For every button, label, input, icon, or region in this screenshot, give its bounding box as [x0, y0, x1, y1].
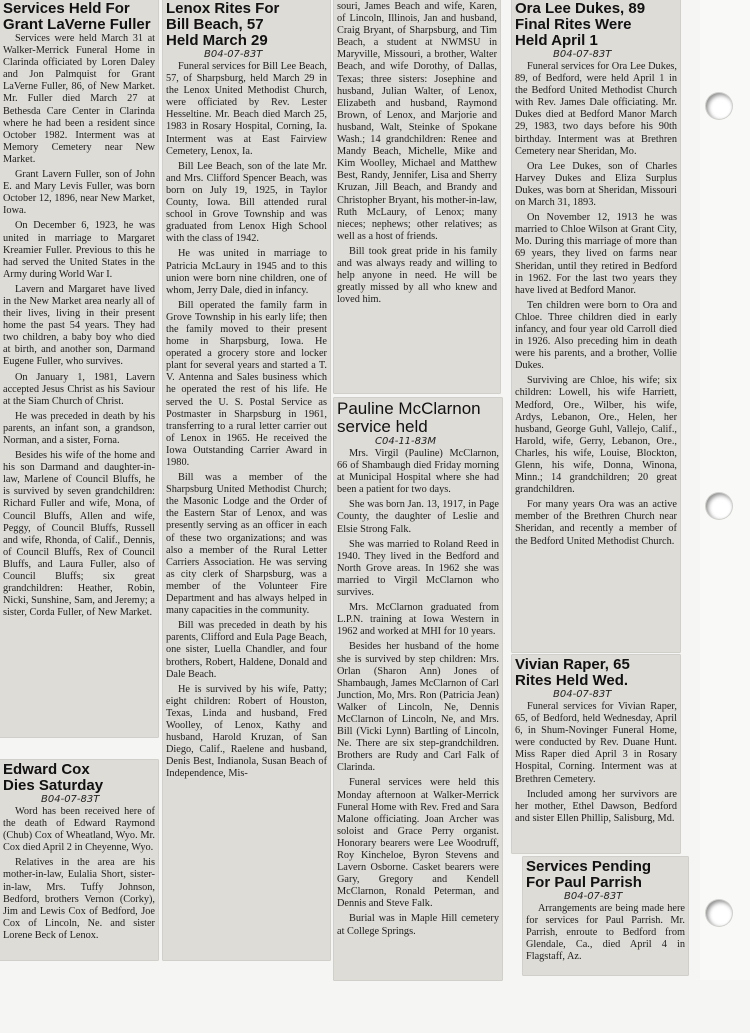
- handwritten-date-stamp: B04-07-83T: [553, 689, 612, 700]
- article-body: [515, 61, 677, 548]
- headline: Edward Cox: [3, 761, 90, 778]
- headline: Grant LaVerne Fuller: [3, 16, 151, 33]
- paragraph: Ten children were born to Ora and Chloe. Three children died in early infancy, and four year old Carroll died in 1926. Also preceding him in death were his parents, and a brother, Vollie Dukes.: [515, 299, 677, 372]
- clipping-dukes: [512, 0, 680, 652]
- paragraph: Funeral services for Ora Lee Dukes, 89, of Bedford, were held April 1 in the Bedford United Methodist Church with Rev. James Dale officiating. Mr. Dukes died at Bedford Manor March 29, 1983, two days before his 90th birthday. Interment was at Brethren Cemetery near Sheridan, Mo.: [515, 61, 677, 157]
- paragraph: souri, James Beach and wife, Karen, of Lincoln, Illinois, Jan and husband, Craig Bryant, of Sharpsburg, and Tim Beach, a student at NWMSU in Maryville, Missouri, a brother, Walter Beach, and wife Dorothy, of Dallas, Texas; three sisters: Josephine and husband, Julian Walter, of Lenox, Elizabeth and husband, Raymond Brown, of Lenox, and Marjorie and husband, Walt, Steinke of Spokane Wash.; 14 grandchildren: Renee and Mandy Beach, Michelle, Mike and Kim Woolley, Michael and Matthew Best, Randy, Jennifer, Lisa and Sherry Kruzan, Jill Beach, and Brandy and Christopher Bryant, his mother-in-law, Ruth McLaury, of Lenox; many nieces; nephews; other relatives; as well as a host of friends.: [337, 1, 497, 242]
- headline: Pauline McClarnon: [337, 399, 481, 418]
- headline: Dies Saturday: [3, 777, 104, 794]
- handwritten-date-stamp: B04-07-83T: [564, 891, 623, 902]
- article-body: [3, 806, 155, 942]
- paragraph: For many years Ora was an active member of the Brethren Church near Sheridan, and recently a member of the Bedford United Methodist Church.: [515, 499, 677, 547]
- article-body: [337, 448, 499, 938]
- headline: Vivian Raper, 65: [515, 656, 630, 673]
- headline: Bill Beach, 57: [166, 16, 264, 33]
- paragraph: On January 1, 1981, Lavern accepted Jesus Christ as his Saviour at the Siam Church of Christ.: [3, 371, 155, 407]
- paragraph: Burial was in Maple Hill cemetery at College Springs.: [337, 913, 499, 937]
- paragraph: On December 6, 1923, he was united in marriage to Margaret Kreamier Fuller. Previous to this he had served the United States in the Army during World War I.: [3, 220, 155, 280]
- paragraph: Bill was preceded in death by his parents, Clifford and Eula Page Beach, one sister, Luella Chandler, and four brothers, Robert, Haldene, Donald and Dale Beach.: [166, 620, 327, 680]
- handwritten-date-stamp: B04-07-83T: [204, 49, 263, 60]
- headline: Final Rites Were: [515, 16, 632, 33]
- handwritten-date-stamp: B04-07-83T: [41, 794, 100, 805]
- paragraph: Funeral services were held this Monday afternoon at Walker-Merrick Funeral Home with Rev. Fred and Sara Malone officiating. Joan Archer was soloist and Grace Perry organist. Honorary bearers were Lee Woodruff, Roy Kincheloe, Byron Stevens and Lavern Osborne. Casket bearers were Gary, Gregory and Kendell McClarnon, Ronald Peterman, and Dennis and Steve Falk.: [337, 777, 499, 910]
- article-body: [3, 33, 155, 619]
- article-body: [166, 61, 327, 780]
- paragraph: Ora Lee Dukes, son of Charles Harvey Dukes and Eliza Surplus Dukes, was born at Sheridan, Missouri on March 31, 1893.: [515, 160, 677, 209]
- paragraph: Bill Lee Beach, son of the late Mr. and Mrs. Clifford Spencer Beach, was born on July 19, 1925, in Taylor County, Iowa. Bill attended rural school in Grove Township and was graduated from Lenox High School with the class of 1942.: [166, 160, 327, 245]
- clipping-parrish: [523, 857, 688, 975]
- clipping-mcclarnon: [334, 398, 502, 980]
- clipping-raper: [512, 655, 680, 853]
- headline: Services Pending: [526, 858, 652, 875]
- paragraph: Arrangements are being made here for services for Paul Parrish. Mr. Parrish, enroute to Bedford from Glendale, Ca., died April 4 in Flagstaff, Az.: [526, 903, 685, 963]
- headline: For Paul Parrish: [526, 874, 642, 891]
- paragraph: Relatives in the area are his mother-in-law, Eulalia Short, sister-in-law, Mrs. Tuffy Johnson, Bedford, brothers Vernon (Corky), Jim and Lewis Cox of Bedford, Joe Cox of Lincoln, Ne. and sister Lorene Beck of Lenox.: [3, 857, 155, 941]
- clipping-cox: [0, 760, 158, 960]
- paragraph: Mrs. Virgil (Pauline) McClarnon, 66 of Shambaugh died Friday morning at Municipal Hospital where she had been a patient for two days.: [337, 448, 499, 496]
- paragraph: Services were held March 31 at Walker-Merrick Funeral Home in Clarinda officiated by Loren Daley and Jon Palmquist for Grant LaVerne Fuller, 86, of New Market. Mr. Fuller died March 27 at Bethesda Care Center in Clarinda where he had been a resident since October 1982. Interment was at Memory Cemetery near New Market.: [3, 33, 155, 165]
- handwritten-date-stamp: C04-11-83M: [375, 436, 437, 447]
- paragraph: Word has been received here of the death of Edward Raymond (Chub) Cox of Wheatland, Wyo. Mr. Cox died April 2 in Cheyenne, Wyo.: [3, 806, 155, 854]
- headline: Lenox Rites For: [166, 0, 280, 17]
- paragraph: Included among her survivors are her mother, Ethel Dawson, Bedford and sister Ellen Phillip, Salisburg, Md.: [515, 788, 677, 824]
- paragraph: Lavern and Margaret have lived in the New Market area nearly all of their lives, living in their present home the past 54 years. They had two children, a baby boy who died at birth, and another son, Darmand Eugene Fuller, who survives.: [3, 283, 155, 368]
- headline: Held March 29: [166, 32, 268, 49]
- paragraph: He was preceded in death by his parents, an infant son, a grandson, Norman, and a sister, Forna.: [3, 410, 155, 446]
- binder-hole-icon: [706, 93, 732, 119]
- headline: Services Held For: [3, 0, 130, 17]
- paragraph: Bill took great pride in his family and was always ready and willing to help anyone in need. He will be greatly missed by all who knew and loved him.: [337, 245, 497, 306]
- paragraph: On November 12, 1913 he was married to Chloe Wilson at Grant City, Mo. During this marriage of more than 69 years, they lived on farms near Sheridan, until they retired in Bedford in 1962. For the last two years they have lived at Bedford Manor.: [515, 212, 677, 296]
- paragraph: Besides her husband of the home she is survived by step children: Mrs. Orlan (Sharon Ann) Jones of Shambaugh, James McClarnon of Carl Junction, Mo, Mrs. Ron (Patricia Jean) Walker of Lincoln, Ne, Dennis McClarnon of Lincoln, Ne, and Mrs. Bill (Vicki Lynn) Bartling of Lincoln, Ne. There are six step-grandchildren. Brothers are Rudy and Carl Falk of Clarinda.: [337, 641, 499, 774]
- headline: Ora Lee Dukes, 89: [515, 0, 646, 17]
- paragraph: Funeral services for Bill Lee Beach, 57, of Sharpsburg, held March 29 in the Lenox United Methodist Church, were officiated by Rev. Lester Hesseltine. Mr. Beach died March 25, 1983 in Rosary Hospital, Corning, Ia. Interment was at East Fairview Cemetery, Lenox, Ia.: [166, 61, 327, 157]
- article-body: [526, 903, 685, 963]
- paragraph: She was married to Roland Reed in 1940. They lived in the Bedford and North Grove areas. In 1962 she was married to Virgil McClarnon who survives.: [337, 538, 499, 599]
- paragraph: Besides his wife of the home and his son Darmand and daughter-in-law, Marlene of Council Bluffs, he is survived by seven grandchildren: Richard Fuller and wife, Mona, of Council Bluffs, Allen and wife, Peggy, of Council Bluffs, Russell and wife, Rhonda, of Calif., Dennis, of Council Bluffs, Rex of Council Bluffs, and Laura Fuller, also of Council Bluffs; six great grandchildren: Heather, Robin, Nicki, Sunshine, Sam, and Jeremy; a sister, Corda Fuller, of New Market.: [3, 450, 155, 619]
- headline: Rites Held Wed.: [515, 672, 629, 689]
- headline: Held April 1: [515, 32, 598, 49]
- paragraph: Mrs. McClarnon graduated from L.P.N. training at Iowa Western in 1962 and worked at MHI for 10 years.: [337, 602, 499, 638]
- clipping-fuller: [0, 0, 158, 737]
- paragraph: Grant Lavern Fuller, son of John E. and Mary Levis Fuller, was born October 12, 1896, near New Market, Iowa.: [3, 169, 155, 217]
- clipping-beach-continued: [334, 0, 500, 393]
- handwritten-date-stamp: B04-07-83T: [553, 49, 612, 60]
- binder-hole-icon: [706, 900, 732, 926]
- paragraph: Bill was a member of the Sharpsburg United Methodist Church; the Masonic Lodge and the Order of the Eastern Star of Lenox, and was presently serving as an officer in each of these two organizations; and was also a member of the Rural Letter Carriers Association. He was serving as city clerk of Sharpsburg, was a member of the Volunteer Fire Department and has always helped in many capacities in the community.: [166, 472, 327, 617]
- paragraph: He is survived by his wife, Patty; eight children: Robert of Houston, Texas, Linda and husband, Fred Woolley, of Lenox, Kathy and husband, Harold Kruzan, of San Diego, Calif., Raelene and husband, Denis Best, Indianola, Susan Beach of Independence, Mis-: [166, 683, 327, 780]
- article-body: [337, 1, 497, 306]
- paragraph: Surviving are Chloe, his wife; six children: Lowell, his wife Harriett, Medford, Ore., Wilber, his wife, Ardys, Lebanon, Ore., Helen, her husband, George Guhl, Vallejo, Calif., Harold, wife, Gerry, Lebanon, Ore., Charles, his wife, Louise, Blockton, Glenn, his wife, Donna, Winona, Minn.; 14 grandchildren; 20 great grandchildren.: [515, 375, 677, 496]
- paragraph: Funeral services for Vivian Raper, 65, of Bedford, held Wednesday, April 6, in Shum-Novinger Funeral Home, were conducted by Rev. Duane Hunt. Miss Raper died April 3 in Rosary Hospital, Corning. Interment was at Brethren Cemetery.: [515, 701, 677, 785]
- binder-hole-icon: [706, 493, 732, 519]
- paragraph: He was united in marriage to Patricia McLaury in 1945 and to this union were born nine children, one of whom, Jerry Dale, died in infancy.: [166, 248, 327, 296]
- binder-margin: [700, 0, 750, 980]
- paragraph: She was born Jan. 13, 1917, in Page County, the daughter of Leslie and Elsie Strong Falk.: [337, 499, 499, 535]
- paragraph: Bill operated the family farm in Grove Township in his early life; then the family moved to their present home in Sharpsburg, Iowa. He operated a grocery store and locker plant for several years and started a T. V. Antenna and Sales business which he operated the rest of his life. He served the U. S. Postal Service as Postmaster in Sharpsburg in 1961, transferring to a rural letter carrier out of Lenox in 1965. He received the Iowa Outstanding Carrier Award in 1980.: [166, 299, 327, 468]
- article-body: [515, 701, 677, 825]
- clipping-beach: [163, 0, 330, 960]
- headline: service held: [337, 417, 428, 436]
